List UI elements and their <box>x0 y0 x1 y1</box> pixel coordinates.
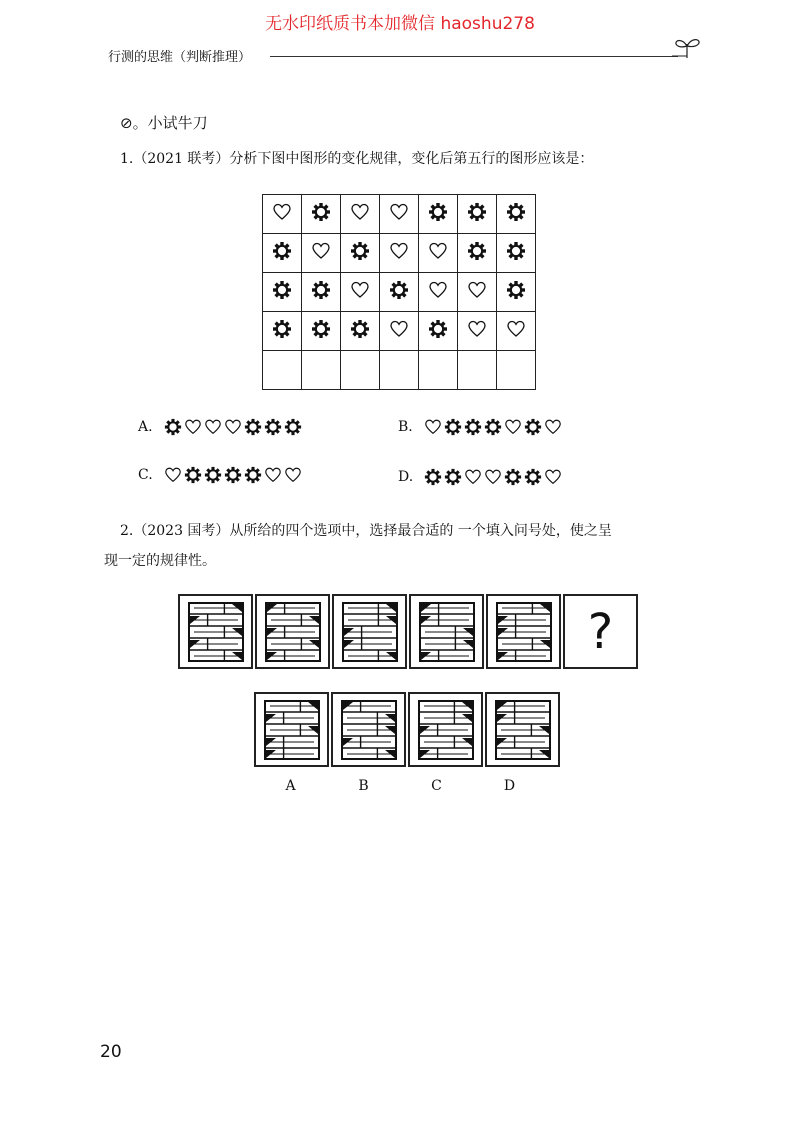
grid-row <box>263 351 536 390</box>
heart-icon <box>484 468 502 486</box>
grid-cell <box>263 195 302 234</box>
answer-label-b: B <box>358 778 369 794</box>
heart-icon <box>264 466 282 484</box>
grid-cell <box>341 234 380 273</box>
sun-icon <box>224 466 242 484</box>
grid-cell <box>419 273 458 312</box>
sun-icon <box>204 466 222 484</box>
grid-cell <box>263 234 302 273</box>
heart-icon <box>544 468 562 486</box>
question-2-options <box>254 692 562 767</box>
brick-pattern-figure <box>342 602 398 662</box>
answer-label-d: D <box>503 778 516 794</box>
grid-cell-blank <box>341 351 380 390</box>
grid-cell <box>263 312 302 351</box>
heart-icon <box>467 280 487 300</box>
grid-cell <box>419 195 458 234</box>
sun-icon <box>467 241 487 261</box>
grid-cell <box>302 312 341 351</box>
sun-icon <box>272 280 292 300</box>
grid-cell <box>458 195 497 234</box>
sun-icon <box>350 241 370 261</box>
sun-icon <box>284 418 302 436</box>
answer-label-a: A <box>285 778 296 794</box>
sun-icon <box>484 418 502 436</box>
brick-pattern-figure <box>496 602 552 662</box>
question-2-text-line2: 现一定的规律性。 <box>104 553 216 569</box>
heart-icon <box>184 418 202 436</box>
heart-icon <box>272 202 292 222</box>
sun-icon <box>506 202 526 222</box>
heart-icon <box>164 466 182 484</box>
sun-icon <box>272 241 292 261</box>
grid-cell <box>302 234 341 273</box>
sun-icon <box>524 468 542 486</box>
heart-icon <box>506 319 526 339</box>
sun-icon <box>467 202 487 222</box>
grid-cell <box>341 273 380 312</box>
grid-cell-blank <box>458 351 497 390</box>
sprout-icon <box>672 34 702 60</box>
heart-icon <box>284 466 302 484</box>
running-header: 行测的思维（判断推理） <box>108 50 252 65</box>
brick-pattern-figure <box>341 700 397 760</box>
sun-icon <box>389 280 409 300</box>
brick-pattern-figure <box>495 700 551 760</box>
sequence-figure-4 <box>409 594 484 669</box>
grid-cell <box>380 195 419 234</box>
heart-icon <box>389 241 409 261</box>
brick-pattern-figure <box>188 602 244 662</box>
grid-row <box>263 312 536 351</box>
option-d[interactable]: D. <box>398 468 562 486</box>
heart-icon <box>504 418 522 436</box>
sun-icon <box>164 418 182 436</box>
grid-cell <box>419 234 458 273</box>
answer-figure-a[interactable] <box>254 692 329 767</box>
sun-icon <box>444 418 462 436</box>
sun-icon <box>424 468 442 486</box>
sun-icon <box>311 280 331 300</box>
answer-figure-d[interactable] <box>485 692 560 767</box>
option-c[interactable]: C. <box>138 466 302 484</box>
grid-cell-blank <box>497 351 536 390</box>
grid-cell-blank <box>380 351 419 390</box>
grid-row <box>263 273 536 312</box>
heart-icon <box>544 418 562 436</box>
sun-icon <box>272 319 292 339</box>
heart-icon <box>389 202 409 222</box>
heart-icon <box>467 319 487 339</box>
answer-label-c: C <box>431 778 442 794</box>
grid-cell <box>419 312 458 351</box>
grid-cell <box>458 234 497 273</box>
heart-icon <box>224 418 242 436</box>
brick-pattern-figure <box>418 700 474 760</box>
grid-cell <box>380 234 419 273</box>
grid-cell <box>263 273 302 312</box>
header-rule <box>270 56 678 57</box>
sun-icon <box>506 241 526 261</box>
sequence-figure-3 <box>332 594 407 669</box>
sun-icon <box>244 418 262 436</box>
sequence-figure-1 <box>178 594 253 669</box>
grid-cell <box>341 312 380 351</box>
question-2-text-line1: 2.（2023 国考）从所给的四个选项中，选择最合适的 一个填入问号处，使之呈 <box>120 523 612 539</box>
sun-icon <box>444 468 462 486</box>
brick-pattern-figure <box>419 602 475 662</box>
grid-cell <box>458 312 497 351</box>
heart-icon <box>311 241 331 261</box>
heart-icon <box>389 319 409 339</box>
grid-cell <box>497 273 536 312</box>
question-1-grid <box>262 194 536 390</box>
grid-row <box>263 234 536 273</box>
sun-icon <box>428 319 448 339</box>
sun-icon <box>244 466 262 484</box>
heart-icon <box>350 280 370 300</box>
grid-cell-blank <box>263 351 302 390</box>
grid-cell <box>497 234 536 273</box>
brick-pattern-figure <box>264 700 320 760</box>
heart-icon <box>350 202 370 222</box>
sun-icon <box>264 418 282 436</box>
sun-icon <box>428 202 448 222</box>
grid-cell <box>380 273 419 312</box>
answer-figure-c[interactable] <box>408 692 483 767</box>
brick-pattern-figure <box>265 602 321 662</box>
heart-icon <box>428 280 448 300</box>
sequence-figure-2 <box>255 594 330 669</box>
sun-icon <box>311 319 331 339</box>
heart-icon <box>464 468 482 486</box>
grid-cell <box>497 195 536 234</box>
question-1-text: 1.（2021 联考）分析下图中图形的变化规律，变化后第五行的图形应该是： <box>120 151 594 167</box>
page-number: 20 <box>100 1042 122 1062</box>
option-b[interactable]: B. <box>398 418 562 436</box>
grid-cell <box>458 273 497 312</box>
sun-icon <box>504 468 522 486</box>
watermark: 无水印纸质书本加微信 haoshu278 <box>265 14 535 34</box>
grid-cell-blank <box>419 351 458 390</box>
grid-cell <box>380 312 419 351</box>
section-title: ⊘。小试牛刀 <box>120 114 208 132</box>
grid-row <box>263 195 536 234</box>
sun-icon <box>464 418 482 436</box>
heart-icon <box>424 418 442 436</box>
grid-cell-blank <box>302 351 341 390</box>
sun-icon <box>311 202 331 222</box>
pencil-icon: ⊘。 <box>120 114 148 132</box>
sun-icon <box>506 280 526 300</box>
option-a[interactable]: A. <box>138 418 302 436</box>
sun-icon <box>524 418 542 436</box>
heart-icon <box>204 418 222 436</box>
answer-figure-b[interactable] <box>331 692 406 767</box>
grid-cell <box>302 273 341 312</box>
heart-icon <box>428 241 448 261</box>
grid-cell <box>341 195 380 234</box>
grid-cell <box>302 195 341 234</box>
question-2-sequence <box>178 594 640 669</box>
question-mark-cell: ? <box>563 594 638 669</box>
answer-labels <box>254 778 546 794</box>
grid-cell <box>497 312 536 351</box>
sun-icon <box>350 319 370 339</box>
sequence-figure-5 <box>486 594 561 669</box>
sun-icon <box>184 466 202 484</box>
